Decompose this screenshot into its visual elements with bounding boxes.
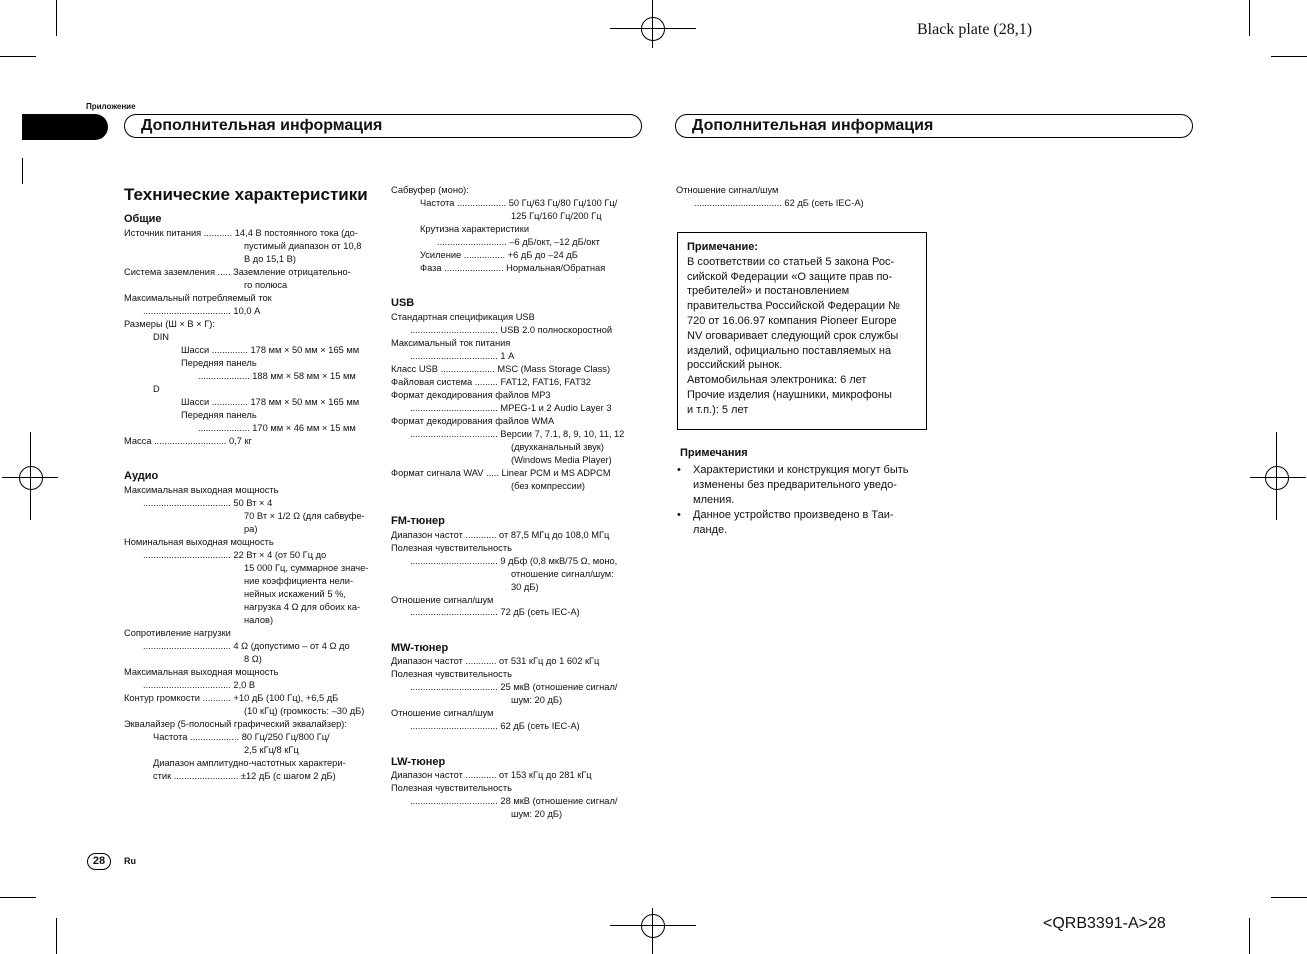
section-tab: [22, 114, 108, 140]
spec-line: Формат декодирования файлов WMA: [391, 416, 555, 426]
spec-line: Размеры (Ш × В × Г):: [124, 319, 215, 329]
spec-line: Формат сигнала WAV ..... Linear PCM и MS ADPCM: [391, 468, 611, 478]
spec-line: .................................. 4 Ω (допустимо – от 4 Ω до: [143, 641, 350, 651]
page-title: Технические характеристики: [124, 185, 368, 204]
spec-line: Отношение сигнал/шум: [391, 595, 494, 605]
language-code: Ru: [124, 856, 136, 866]
spec-line: Файловая система ......... FAT12, FAT16, FAT32: [391, 377, 591, 387]
plate-label: Black plate (28,1): [917, 21, 1033, 38]
spec-line: ние коэффициента нели-: [244, 576, 354, 586]
spec-line: Крутизна характеристики: [420, 224, 530, 234]
spec-line: .................................. 25 мкВ (отношение сигнал/: [410, 682, 618, 692]
spec-line: Источник питания ........... 14,4 В постоянного тока (до-: [124, 228, 358, 238]
spec-line: Стандартная спецификация USB: [391, 312, 535, 322]
spec-line: В до 15,1 В): [244, 254, 296, 264]
note-line: российский рынок.: [687, 359, 783, 372]
spec-line: Частота ................... 80 Гц/250 Гц/800 Гц/: [153, 732, 330, 742]
spec-line: 70 Вт × 1/2 Ω (для сабвуфе-: [244, 511, 365, 521]
spec-line: Шасси .............. 178 мм × 50 мм × 165 мм: [181, 397, 360, 407]
spec-line: .................................. 1 А: [410, 351, 515, 361]
spec-line: го полюса: [244, 280, 288, 290]
list-item: • Данное устройство произведено в Таи-ланде.: [677, 508, 922, 538]
crop-mark: [0, 897, 36, 898]
spec-line: Масса ............................ 0,7 кг: [124, 436, 252, 446]
note-line: Автомобильная электроника: 6 лет: [687, 374, 867, 387]
spec-line: .................................. 10,0 А: [143, 306, 261, 316]
spec-line: Максимальная выходная мощность: [124, 485, 279, 495]
spec-line: .................................. USB 2.0 полноскоростной: [410, 325, 613, 335]
margin-rule: [22, 158, 23, 184]
spec-line: D: [153, 384, 160, 394]
crop-mark: [1249, 0, 1250, 36]
spec-line: .................... 170 мм × 46 мм × 15 мм: [198, 423, 356, 433]
note-title: Примечание:: [687, 241, 759, 253]
spec-line: Диапазон частот ............ от 87,5 МГц до 108,0 МГц: [391, 530, 610, 540]
spec-line: Передняя панель: [181, 410, 257, 420]
spec-line: .................................. 72 дБ (сеть IEC-A): [410, 607, 580, 617]
spec-line: налов): [244, 615, 274, 625]
spec-line: Сабвуфер (моно):: [391, 185, 469, 195]
spec-line: Отношение сигнал/шум: [391, 708, 494, 718]
spec-line: Частота ................... 50 Гц/63 Гц/80 Гц/100 Гц/: [420, 198, 618, 208]
spec-line: .................................. 2,0 В: [143, 680, 256, 690]
spec-line: .................................. 62 дБ (сеть IEC-A): [410, 721, 580, 731]
spec-line: нейных искажений 5 %,: [244, 589, 346, 599]
spec-line: .................... 188 мм × 58 мм × 15 мм: [198, 371, 356, 381]
section-heading: Аудио: [124, 470, 159, 482]
notes-heading: Примечания: [680, 447, 748, 459]
spec-line: .................................. 9 дБф (0,8 мкВ/75 Ω, моно,: [410, 556, 618, 566]
spec-line: Диапазон частот ............ от 531 кГц до 1 602 кГц: [391, 656, 600, 666]
section-heading: FM-тюнер: [391, 515, 445, 527]
spec-line: шум: 20 дБ): [511, 695, 563, 705]
note-line: и т.п.): 5 лет: [687, 403, 749, 416]
section-heading: USB: [391, 297, 415, 309]
spec-line: Максимальный ток питания: [391, 338, 511, 348]
crop-mark: [56, 918, 57, 954]
section-heading: Общие: [124, 213, 162, 225]
spec-line: DIN: [153, 332, 170, 342]
spec-line: Полезная чувствительность: [391, 783, 512, 793]
spec-line: 125 Гц/160 Гц/200 Гц: [511, 211, 602, 221]
section-heading: MW-тюнер: [391, 642, 449, 654]
spec-line: Контур громкости ........... +10 дБ (100 Гц), +6,5 дБ: [124, 693, 339, 703]
section-heading: LW-тюнер: [391, 756, 446, 768]
spec-line: Номинальная выходная мощность: [124, 537, 274, 547]
spec-line: 8 Ω): [244, 654, 262, 664]
spec-line: Отношение сигнал/шум: [676, 185, 779, 195]
note-box: [677, 232, 927, 430]
note-line: NV оговаривает следующий срок службы: [687, 329, 899, 342]
spec-line: Шасси .............. 178 мм × 50 мм × 165 мм: [181, 345, 360, 355]
note-line: 720 от 16.06.97 компания Pioneer Europe: [687, 314, 897, 327]
spec-line: .................................. 22 Вт × 4 (от 50 Гц до: [143, 550, 327, 560]
spec-line: стик ......................... ±12 дБ (с шагом 2 дБ): [153, 771, 336, 781]
spec-line: Усиление ................ +6 дБ до –24 дБ: [420, 250, 578, 260]
spec-line: Полезная чувствительность: [391, 543, 512, 553]
spec-line: Диапазон амплитудно-частотных характери-: [153, 758, 346, 768]
spec-line: (двухканальный звук): [511, 442, 604, 452]
spec-line: Диапазон частот ............ от 153 кГц до 281 кГц: [391, 770, 592, 780]
spec-line: Максимальный потребляемый ток: [124, 293, 272, 303]
spec-line: Максимальная выходная мощность: [124, 667, 279, 677]
spec-line: Сопротивление нагрузки: [124, 628, 231, 638]
header-left: Дополнительная информация: [124, 114, 642, 138]
spec-line: 15 000 Гц, суммарное значе-: [244, 563, 369, 573]
spec-line: ........................... –6 дБ/окт, –12 дБ/окт: [437, 237, 600, 247]
spec-line: (10 кГц) (громкость: –30 дБ): [244, 706, 365, 716]
crop-mark: [1271, 56, 1307, 57]
header-right: Дополнительная информация: [675, 114, 1193, 138]
spec-line: .................................. 50 Вт × 4: [143, 498, 273, 508]
crop-mark: [1249, 918, 1250, 954]
spec-line: отношение сигнал/шум:: [511, 569, 614, 579]
spec-line: .................................. Версии 7, 7.1, 8, 9, 10, 11, 12: [410, 429, 625, 439]
note-line: требителей» и постановлением: [687, 285, 850, 298]
spec-line: шум: 20 дБ): [511, 809, 563, 819]
spec-line: (Windows Media Player): [511, 455, 612, 465]
spec-line: Система заземления ..... Заземление отрицательно-: [124, 267, 351, 277]
spec-line: Формат декодирования файлов MP3: [391, 390, 551, 400]
list-item: • Характеристики и конструкция могут быть изменены без предварительного уведо-мления.: [677, 463, 922, 508]
spec-line: Передняя панель: [181, 358, 257, 368]
spec-line: Эквалайзер (5-полосный графический эквалайзер):: [124, 719, 347, 729]
spec-line: .................................. 28 мкВ (отношение сигнал/: [410, 796, 618, 806]
spec-line: нагрузка 4 Ω для обоих ка-: [244, 602, 361, 612]
notes-list: [677, 463, 922, 538]
spec-line: .................................. MPEG-1 и 2 Audio Layer 3: [410, 403, 612, 413]
note-line: В соответствии со статьей 5 закона Рос-: [687, 255, 895, 268]
spec-line: Класс USB ..................... MSC (Mass Storage Class): [391, 364, 611, 374]
note-line: сийской Федерации «О защите прав по-: [687, 270, 893, 283]
spec-line: 2,5 кГц/8 кГц: [244, 745, 299, 755]
page-number: 28: [87, 853, 111, 870]
document-code: <QRB3391-A>28: [1043, 915, 1166, 932]
spec-line: .................................. 62 дБ (сеть IEC-A): [694, 198, 864, 208]
section-tag: Приложение: [86, 102, 136, 111]
spec-line: (без компрессии): [511, 481, 586, 491]
note-line: Прочие изделия (наушники, микрофоны: [687, 388, 892, 401]
spec-line: 30 дБ): [511, 582, 539, 592]
note-line: правительства Российской Федерации №: [687, 300, 900, 313]
spec-line: ра): [244, 524, 258, 534]
spec-line: Полезная чувствительность: [391, 669, 512, 679]
crop-mark: [56, 0, 57, 36]
spec-line: пустимый диапазон от 10,8: [244, 241, 362, 251]
spec-line: Фаза ....................... Нормальная/Обратная: [420, 263, 606, 273]
note-line: изделий, официально поставляемых на: [687, 344, 892, 357]
crop-mark: [0, 56, 36, 57]
crop-mark: [1271, 897, 1307, 898]
